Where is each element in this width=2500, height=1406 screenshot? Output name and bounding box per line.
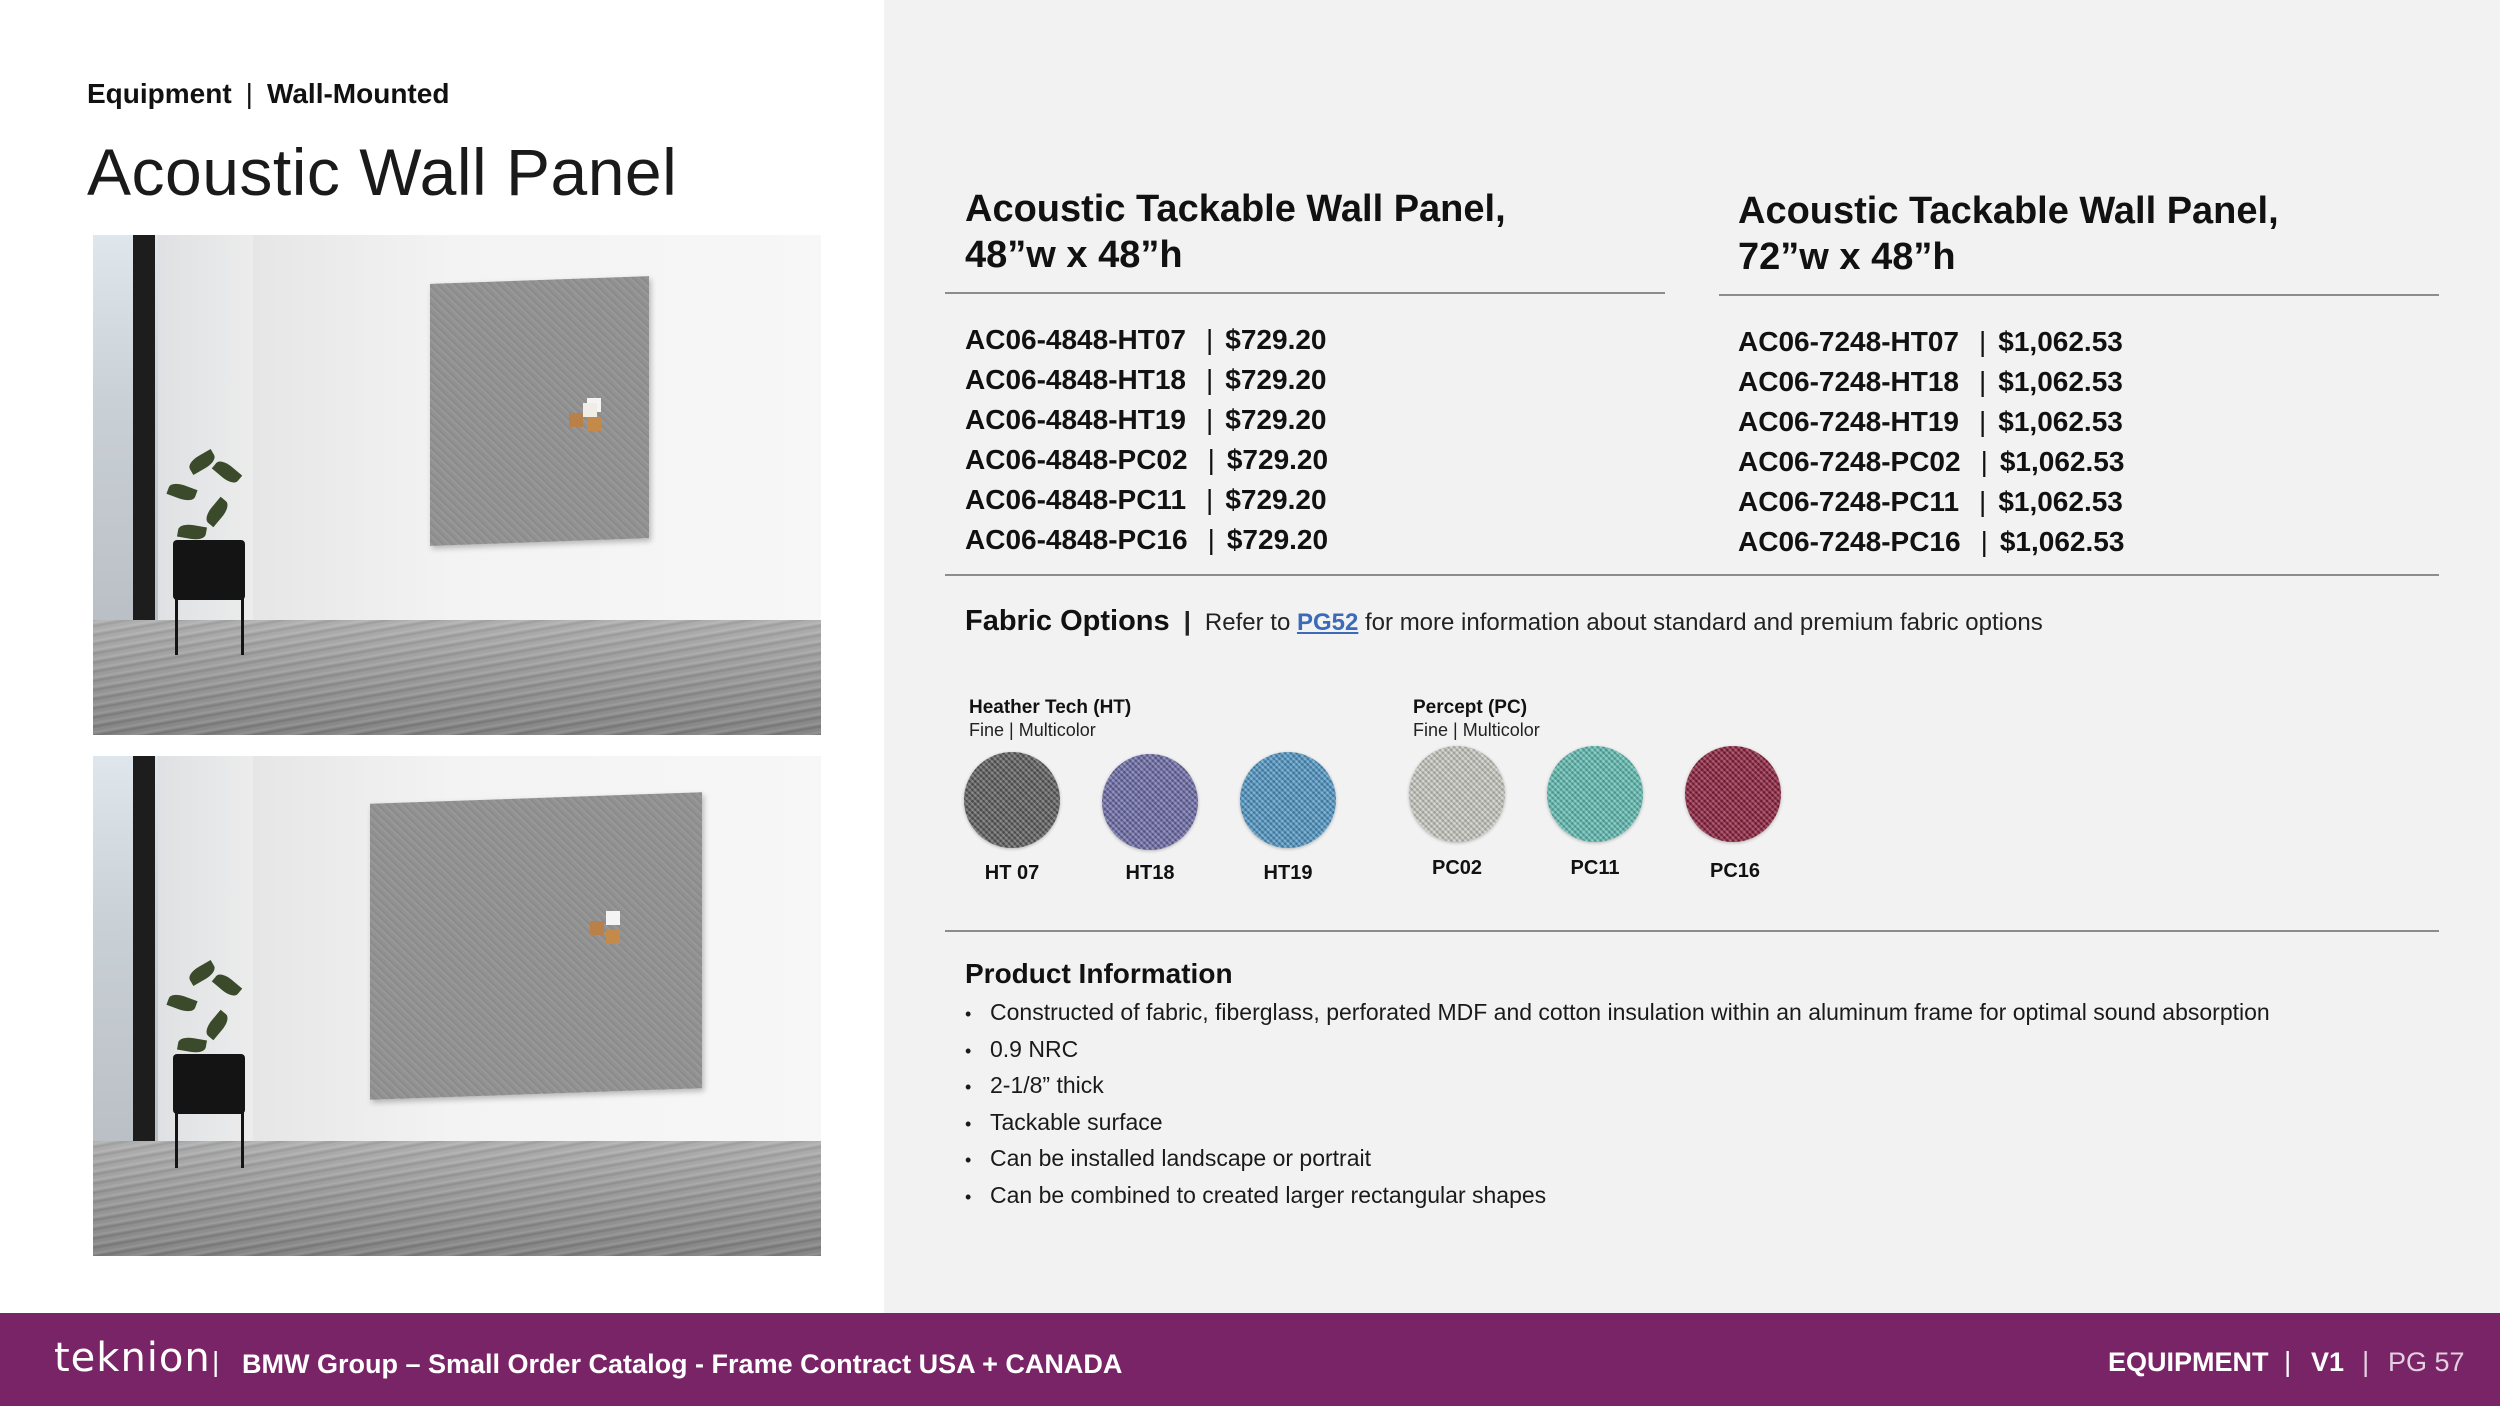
fabric-family-name: Heather Tech (HT)	[969, 697, 1132, 718]
breadcrumb	[87, 78, 449, 110]
sku-price: $1,062.53	[1998, 366, 2123, 397]
fabric-swatch-pc02	[1409, 746, 1505, 842]
product-info-list	[965, 995, 2270, 1215]
section-divider	[945, 574, 2439, 576]
swatch-label: PC02	[1431, 857, 1483, 879]
sku-code: AC06-7248-PC16	[1738, 526, 1961, 557]
product-info-bullet: • Tackable surface	[965, 1108, 1163, 1135]
sku-row: AC06-7248-HT19 | $1,062.53	[1738, 402, 2124, 442]
sku-price: $729.20	[1225, 404, 1327, 435]
breadcrumb-separator: |	[245, 78, 253, 109]
footer-separator: |	[212, 1346, 220, 1377]
wall-panel-image	[370, 792, 702, 1100]
sku-code: AC06-4848-HT19	[965, 404, 1186, 435]
product-photo-square	[93, 235, 821, 735]
sku-row: AC06-4848-PC16 | $729.20	[965, 520, 1328, 560]
product-info-bullet: • Can be combined to created larger rectangular shapes	[965, 1181, 1547, 1208]
sku-row: AC06-4848-HT07 | $729.20	[965, 320, 1328, 360]
product-info-bullet: • Can be installed landscape or portrait	[965, 1145, 1372, 1172]
teknion-logo: teknion	[54, 1335, 211, 1381]
fabric-swatch-ht18	[1102, 754, 1198, 850]
footer-page-number: PG 57	[2388, 1347, 2465, 1377]
footer-separator: |	[2362, 1346, 2370, 1377]
sku-row: AC06-4848-PC11 | $729.20	[965, 480, 1328, 520]
sku-list-72x48	[1738, 322, 2124, 562]
footer-bar	[0, 1313, 2500, 1406]
product-title-line2: 48”w x 48”h	[965, 234, 1183, 276]
wall-panel-image	[430, 276, 649, 546]
fabric-refer-prefix: Refer to	[1204, 609, 1297, 636]
sku-row: AC06-4848-HT19 | $729.20	[965, 400, 1328, 440]
section-divider	[945, 930, 2439, 932]
sku-row: AC06-7248-PC16 | $1,062.53	[1738, 522, 2124, 562]
sku-code: AC06-4848-PC02	[965, 444, 1188, 475]
swatch-label: HT18	[1125, 862, 1175, 884]
swatch-label: HT 07	[984, 862, 1040, 884]
product-photo-landscape	[93, 756, 821, 1256]
sku-row: AC06-7248-HT18 | $1,062.53	[1738, 362, 2124, 402]
sku-price: $1,062.53	[1999, 526, 2125, 557]
fabric-swatch-pc16	[1685, 746, 1781, 842]
sku-code: AC06-4848-HT18	[965, 364, 1186, 395]
fabric-family-desc: Fine | Multicolor	[969, 720, 1096, 740]
breadcrumb-section: Equipment	[87, 78, 232, 109]
fabric-family-desc: Fine | Multicolor	[1413, 720, 1540, 740]
footer-separator: |	[2284, 1346, 2292, 1377]
sku-price: $1,062.53	[1998, 326, 2123, 357]
product-title-72x48	[1738, 188, 2279, 280]
product-divider	[1719, 294, 2439, 296]
product-title-line1: Acoustic Tackable Wall Panel,	[965, 188, 1506, 230]
sku-code: AC06-7248-HT18	[1738, 366, 1959, 397]
sku-row: AC06-4848-PC02 | $729.20	[965, 440, 1328, 480]
sku-price: $729.20	[1225, 364, 1327, 395]
sku-list-48x48	[965, 320, 1328, 560]
breadcrumb-subsection: Wall-Mounted	[266, 78, 450, 109]
product-info-heading: Product Information	[965, 958, 1233, 989]
sku-code: AC06-7248-PC11	[1738, 486, 1960, 517]
footer-section: EQUIPMENT	[2108, 1347, 2269, 1377]
footer-catalog-title: BMW Group – Small Order Catalog - Frame Contract USA + CANADA	[242, 1349, 1123, 1379]
sku-price: $729.20	[1226, 524, 1329, 555]
sku-price: $729.20	[1225, 484, 1327, 515]
sku-row: AC06-4848-HT18 | $729.20	[965, 360, 1328, 400]
swatch-label: PC11	[1570, 857, 1620, 879]
product-info-bullet: • Constructed of fabric, fiberglass, perforated MDF and cotton insulation within an aluminum frame for optimal sound absorption	[965, 999, 2270, 1025]
sku-code: AC06-7248-HT19	[1738, 406, 1959, 437]
fabric-separator: |	[1183, 606, 1191, 636]
sku-code: AC06-7248-HT07	[1738, 326, 1959, 357]
product-title-line2: 72”w x 48”h	[1738, 236, 1956, 278]
product-info-bullet: • 2-1/8” thick	[965, 1072, 1104, 1099]
page-reference-link[interactable]: PG52	[1296, 609, 1359, 636]
sku-price: $1,062.53	[1999, 446, 2125, 477]
fabric-swatch-ht07	[964, 752, 1060, 848]
sku-code: AC06-4848-PC11	[965, 484, 1187, 515]
swatch-label: HT19	[1263, 862, 1313, 884]
fabric-swatch-pc11	[1547, 746, 1643, 842]
product-title-line1: Acoustic Tackable Wall Panel,	[1738, 190, 2279, 232]
sku-code: AC06-4848-HT07	[965, 324, 1186, 355]
fabric-swatch-ht19	[1240, 752, 1336, 848]
sku-price: $729.20	[1226, 444, 1329, 475]
product-info-bullet: • 0.9 NRC	[965, 1035, 1079, 1062]
product-title-48x48	[965, 186, 1506, 278]
fabric-options-line	[965, 605, 2043, 638]
sku-price: $1,062.53	[1998, 406, 2123, 437]
fabric-family-name: Percept (PC)	[1413, 697, 1528, 718]
sku-row: AC06-7248-HT07 | $1,062.53	[1738, 322, 2124, 362]
page-title: Acoustic Wall Panel	[87, 135, 678, 209]
swatch-label: PC16	[1709, 860, 1761, 882]
footer-version: V1	[2311, 1347, 2345, 1377]
sku-code: AC06-7248-PC02	[1738, 446, 1961, 477]
fabric-options-heading: Fabric Options	[965, 605, 1170, 637]
sku-price: $1,062.53	[1998, 486, 2123, 517]
fabric-refer-suffix: for more information about standard and premium fabric options	[1358, 609, 2043, 636]
sku-row: AC06-7248-PC11 | $1,062.53	[1738, 482, 2124, 522]
sku-price: $729.20	[1225, 324, 1327, 355]
product-divider	[945, 292, 1665, 294]
sku-code: AC06-4848-PC16	[965, 524, 1188, 555]
sku-row: AC06-7248-PC02 | $1,062.53	[1738, 442, 2124, 482]
